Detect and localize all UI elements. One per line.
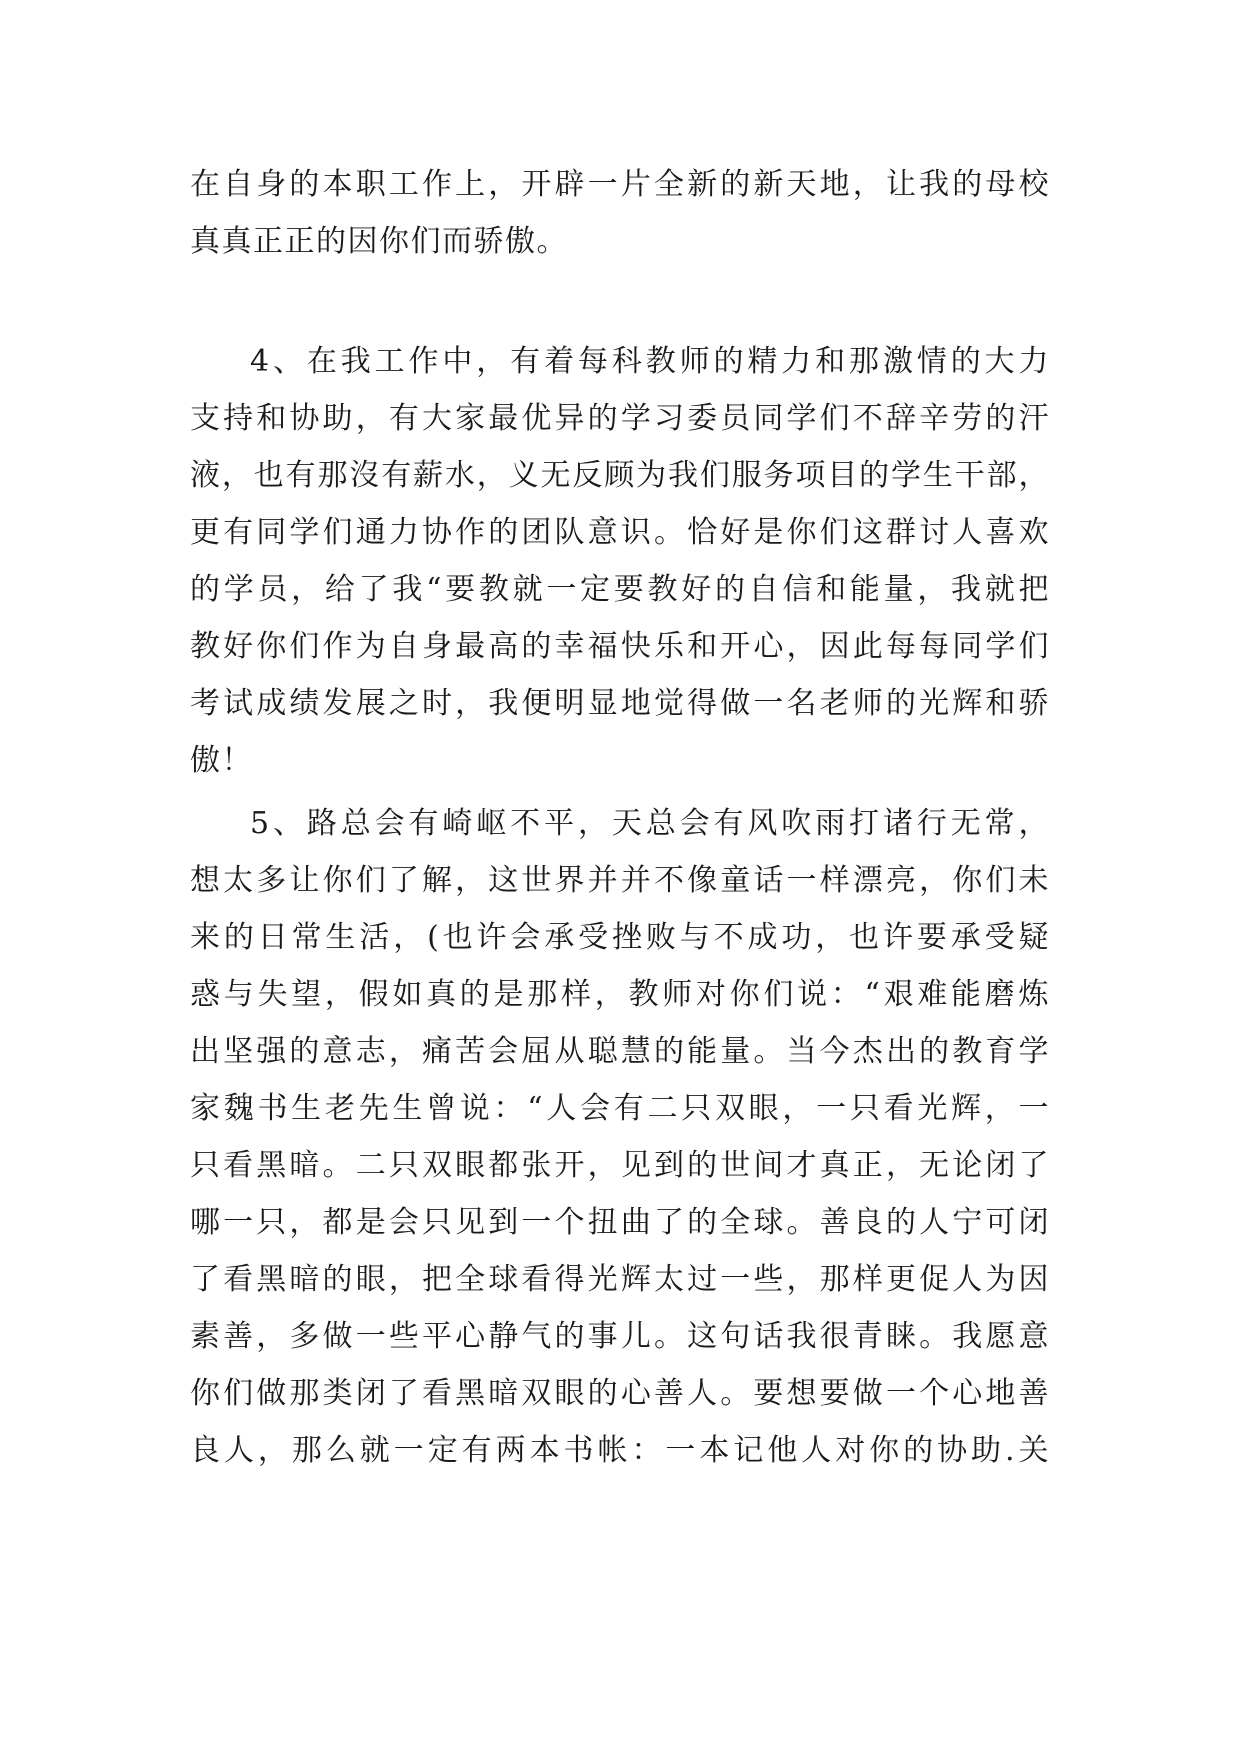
text-line: 惑与失望，假如真的是那样，教师对你们说：“艰难能磨炼 xyxy=(190,977,1050,1012)
text-line: 教好你们作为自身最高的幸福快乐和开心，因此每每同学们 xyxy=(190,629,1050,664)
text-line: 哪一只，都是会只见到一个扭曲了的全球。善良的人宁可闭 xyxy=(190,1205,1050,1240)
text-line: 来的日常生活，(也许会承受挫败与不成功，也许要承受疑 xyxy=(190,920,1050,955)
text-line: 素善，多做一些平心静气的事儿。这句话我很青睐。我愿意 xyxy=(190,1319,1050,1354)
text-line: 更有同学们通力协作的团队意识。恰好是你们这群讨人喜欢 xyxy=(190,515,1050,550)
text-line: 傲！ xyxy=(190,743,253,778)
text-line: 考试成绩发展之时，我便明显地觉得做一名老师的光辉和骄 xyxy=(190,686,1050,721)
text-line: 4、在我工作中，有着每科教师的精力和那激情的大力 xyxy=(250,344,1050,379)
paragraph-2 xyxy=(190,333,1050,789)
text-line: 出坚强的意志，痛苦会屈从聪慧的能量。当今杰出的教育学 xyxy=(190,1034,1050,1069)
text-line: 液，也有那沒有薪水，义无反顾为我们服务项目的学生干部， xyxy=(190,458,1050,493)
text-line: 真真正正的因你们而骄傲。 xyxy=(190,224,568,259)
text-line: 只看黑暗。二只双眼都张开，见到的世间才真正，无论闭了 xyxy=(190,1148,1050,1183)
text-line: 在自身的本职工作上，开辟一片全新的新天地，让我的母校 xyxy=(190,167,1050,202)
text-line: 想太多让你们了解，这世界并并不像童话一样漂亮，你们未 xyxy=(190,863,1050,898)
text-line: 5、路总会有崎岖不平，天总会有风吹雨打诸行无常， xyxy=(250,806,1050,841)
paragraph-3 xyxy=(190,795,1050,1479)
paragraph-1 xyxy=(190,156,1050,270)
text-line: 你们做那类闭了看黑暗双眼的心善人。要想要做一个心地善 xyxy=(190,1376,1050,1411)
text-line: 家魏书生老先生曾说：“人会有二只双眼，一只看光辉，一 xyxy=(190,1091,1050,1126)
text-line: 良人，那么就一定有两本书帐：一本记他人对你的协助.关 xyxy=(190,1433,1050,1468)
text-line: 的学员，给了我“要教就一定要教好的自信和能量，我就把 xyxy=(190,572,1050,607)
text-line: 支持和协助，有大家最优异的学习委员同学们不辞辛劳的汗 xyxy=(190,401,1050,436)
text-line: 了看黑暗的眼，把全球看得光辉太过一些，那样更促人为因 xyxy=(190,1262,1050,1297)
